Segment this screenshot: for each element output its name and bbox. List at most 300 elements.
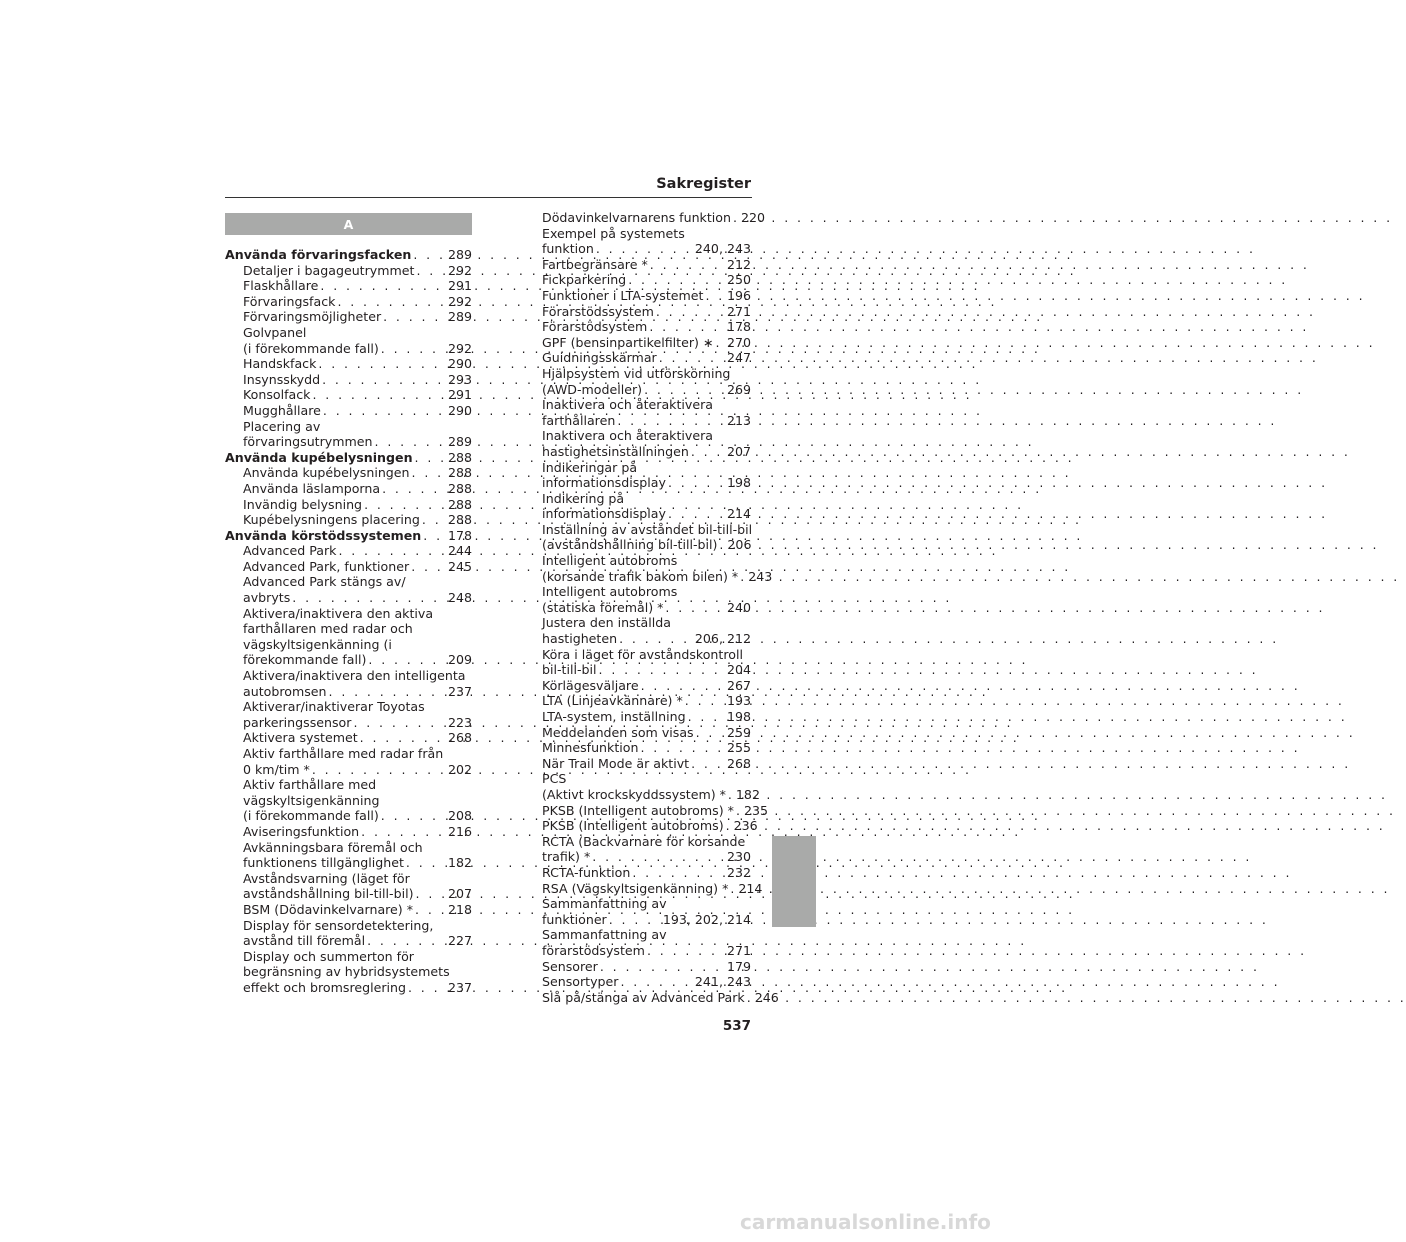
index-entry-term: BSM (Dödavinkelvarnare) * xyxy=(243,901,414,917)
index-entry-continuation: Intelligent autobroms xyxy=(542,584,678,600)
index-entry xyxy=(225,762,472,778)
index-entry-page: 179 xyxy=(726,958,751,974)
index-entry-page: 223 xyxy=(447,714,472,730)
index-entry-page: 227 xyxy=(447,933,472,949)
header-rule xyxy=(225,197,752,198)
index-entry-term: Slå på/stänga av Advanced Park xyxy=(542,989,745,1005)
index-entry-term: Använda kupébelysningen xyxy=(243,465,410,481)
dot-leader xyxy=(615,413,727,429)
index-entry-page: 292 xyxy=(447,340,472,356)
index-entry xyxy=(225,933,472,949)
dot-leader xyxy=(626,272,727,288)
index-entry xyxy=(225,372,472,388)
index-entry-page: 182 xyxy=(735,786,760,802)
index-entry-continuation: Display och summerton för xyxy=(243,948,414,964)
index-entry-term: effekt och bromsreglering xyxy=(243,979,406,995)
index-entry-term: parkeringssensor xyxy=(243,714,352,730)
dot-leader xyxy=(642,382,727,398)
index-entry xyxy=(225,902,472,918)
index-entry xyxy=(225,450,472,466)
section-letter: A xyxy=(343,216,354,232)
index-entry-term: Minnesfunktion xyxy=(542,740,639,756)
index-entry xyxy=(225,684,472,700)
index-entry-term: hastighetsinställningen xyxy=(542,443,689,459)
index-entry-page: 237 xyxy=(447,979,472,995)
dot-leader xyxy=(647,319,727,335)
index-entry-page: 237 xyxy=(447,683,472,699)
index-entry-term: PKSB (Intelligent autobroms) xyxy=(542,818,724,834)
index-entry-page: 202 xyxy=(447,761,472,777)
index-entry-term: (i förekommande fall) xyxy=(243,340,379,356)
index-entry xyxy=(524,709,751,725)
index-entry xyxy=(524,756,751,772)
index-entry-term: PKSB (Intelligent autobroms) * xyxy=(542,802,734,818)
dot-leader xyxy=(320,372,448,388)
index-entry-page: 289 xyxy=(447,247,472,262)
dot-leader xyxy=(745,990,755,1006)
index-entry-term: Handskfack xyxy=(243,356,317,372)
dot-leader xyxy=(731,210,741,226)
watermark-text: carmanualsonline.info xyxy=(740,1210,991,1234)
index-entry xyxy=(524,382,751,398)
index-entry-page: 232 xyxy=(726,864,751,880)
index-entry-continuation: Aktivera/inaktivera den intelligenta xyxy=(243,668,466,684)
dot-leader xyxy=(694,725,727,741)
index-entry-page: 209 xyxy=(447,652,472,668)
dot-leader xyxy=(351,715,448,731)
page-number: 537 xyxy=(722,1018,751,1034)
index-entry-term: förarstödsystem xyxy=(542,942,645,958)
index-entry-page: 193 xyxy=(726,693,751,709)
index-entry-continuation: vägskyltsigenkänning (i xyxy=(243,636,392,652)
index-entry-continuation: vägskyltsigenkänning xyxy=(243,792,380,808)
index-entry-page: 288 xyxy=(447,465,472,481)
index-entry xyxy=(225,278,472,294)
index-entry-term: RCTA-funktion xyxy=(542,864,631,880)
index-entry xyxy=(225,886,472,902)
index-entry xyxy=(524,413,751,429)
index-entry-term: Använda förvaringsfacken xyxy=(225,247,412,262)
dot-leader xyxy=(409,559,448,575)
index-entry-continuation: Aktiv farthållare med radar från xyxy=(243,746,444,761)
index-entry-page: 230 xyxy=(726,849,751,865)
dot-leader xyxy=(381,309,448,325)
index-entry-term: Förarstödssystem xyxy=(542,303,654,319)
index-entry-page: 236 xyxy=(733,818,758,834)
dot-leader xyxy=(321,403,448,419)
index-entry xyxy=(225,341,472,357)
index-entry-term: Använda kupébelysningen xyxy=(225,449,413,465)
dot-leader xyxy=(686,709,727,725)
dot-leader xyxy=(607,912,663,928)
index-entry-page: 288 xyxy=(447,496,472,512)
dot-leader xyxy=(318,278,448,294)
dot-leader xyxy=(663,600,727,616)
dot-leader xyxy=(379,808,448,824)
index-entry xyxy=(524,786,760,803)
index-entry xyxy=(225,263,472,279)
dot-leader xyxy=(411,247,448,263)
index-entry xyxy=(225,652,472,668)
index-entry-term: LTA-system, inställning xyxy=(542,709,686,724)
index-entry-continuation: PCS xyxy=(542,771,567,787)
index-entry-page: 196 xyxy=(726,287,751,303)
index-entry-page: 289 xyxy=(447,434,472,450)
index-entry-term: Insynsskydd xyxy=(243,371,321,387)
dot-leader xyxy=(618,974,694,990)
index-entry-term: (Aktivt krockskyddssystem) * xyxy=(542,786,726,802)
index-entry xyxy=(524,943,751,959)
page-header-title: Sakregister xyxy=(656,176,751,192)
index-entry xyxy=(524,818,758,834)
dot-leader xyxy=(359,824,448,840)
dot-leader xyxy=(379,341,448,357)
index-entry xyxy=(225,481,472,497)
index-entry-page: 198 xyxy=(726,475,751,491)
index-entry-term: Fartbegränsare * xyxy=(542,256,648,272)
index-entry-page: 246 xyxy=(754,989,779,1005)
index-entry-term: farthållaren xyxy=(542,412,616,428)
index-entry-term: (korsande trafik bakom bilen) * xyxy=(542,568,739,584)
dot-leader xyxy=(380,481,448,497)
index-entry-page: 271 xyxy=(726,942,751,958)
index-entry xyxy=(524,600,751,616)
index-entry xyxy=(524,912,751,928)
index-entry-page: 182 xyxy=(447,855,472,871)
dot-leader xyxy=(335,294,448,310)
dot-leader xyxy=(336,543,448,559)
index-entry-page: 271 xyxy=(726,303,751,319)
index-entry-page: 292 xyxy=(447,293,472,309)
index-entry xyxy=(225,543,472,559)
index-entry-term: Invändig belysning xyxy=(243,496,363,512)
index-entry xyxy=(524,974,751,990)
index-entry-page: 248 xyxy=(447,590,472,606)
index-entry-term: Advanced Park xyxy=(243,543,337,559)
index-entry-term: funktion xyxy=(542,241,594,257)
dot-leader xyxy=(327,684,448,700)
index-entry-page: 288 xyxy=(447,449,472,465)
index-entry-term: (AWD-modeller) xyxy=(542,381,643,397)
index-entry-continuation: Golvpanel xyxy=(243,324,307,340)
index-entry xyxy=(225,730,472,746)
index-entry xyxy=(225,808,472,824)
index-entry-term: Använda körstödssystemen xyxy=(225,527,422,543)
index-entry xyxy=(524,272,751,288)
index-entry-page: 241, 243 xyxy=(694,974,751,990)
dot-leader xyxy=(414,886,448,902)
dot-leader xyxy=(638,740,727,756)
index-entry-term: förekommande fall) xyxy=(243,652,367,668)
index-entry-page: 214 xyxy=(726,506,751,522)
index-entry xyxy=(524,725,751,741)
index-entry-page: 289 xyxy=(447,309,472,325)
dot-leader xyxy=(594,241,695,257)
index-entry-term: informationsdisplay xyxy=(542,475,666,491)
index-entry-term: Kupébelysningens placering xyxy=(243,512,420,528)
index-entry-continuation: Avståndsvarning (läget för xyxy=(243,870,410,886)
index-entry-page: 245 xyxy=(447,558,472,574)
index-entry-page: 290 xyxy=(447,356,472,372)
index-entry xyxy=(524,537,751,553)
dot-leader xyxy=(597,662,727,678)
index-entry xyxy=(524,989,779,1006)
index-entry xyxy=(524,444,751,460)
index-entry-continuation: Inaktivera och återaktivera xyxy=(542,397,713,413)
index-entry xyxy=(524,288,751,304)
index-column-right xyxy=(524,210,779,1005)
dot-leader xyxy=(413,450,448,466)
index-entry-term: informationsdisplay xyxy=(542,506,666,522)
index-entry xyxy=(225,824,472,840)
index-entry-term: Körlägesväljare xyxy=(542,677,639,693)
dot-leader xyxy=(689,444,727,460)
index-entry-term: Sensortyper xyxy=(542,974,619,990)
index-entry xyxy=(225,294,472,310)
index-entry-term: Funktioner i LTA-systemet xyxy=(542,287,704,303)
index-entry-term: Dödavinkelvarnarens funktion xyxy=(542,210,731,225)
dot-leader xyxy=(657,350,727,366)
index-entry-page: 247 xyxy=(726,350,751,366)
dot-leader xyxy=(421,528,448,544)
dot-leader xyxy=(365,933,448,949)
index-entry xyxy=(225,980,472,996)
index-entry-term: Sensorer xyxy=(542,958,598,974)
dot-leader xyxy=(654,304,727,320)
index-entry xyxy=(524,678,751,694)
index-entry-page: 214 xyxy=(738,880,763,896)
index-entry-continuation: Köra i läget för avståndskontroll xyxy=(542,646,743,662)
index-entry-term: trafik) * xyxy=(542,849,591,865)
dot-leader xyxy=(648,257,727,273)
index-entry-term: (statiska föremål) * xyxy=(542,599,664,615)
index-entry-continuation: Sammanfattning av xyxy=(542,896,667,912)
index-entry-continuation: Aktiverar/inaktiverar Toyotas xyxy=(243,699,425,715)
index-entry xyxy=(225,559,472,575)
index-entry-page: 292 xyxy=(447,262,472,278)
index-entry-term: funktioner xyxy=(542,911,607,927)
dot-leader xyxy=(639,678,727,694)
index-entry-term: 0 km/tim * xyxy=(243,761,310,777)
dot-leader xyxy=(598,959,727,975)
index-entry-page: 208 xyxy=(447,808,472,824)
dot-leader xyxy=(713,335,726,351)
index-entry xyxy=(225,590,472,606)
index-entry-page: 250 xyxy=(726,272,751,288)
index-entry-page: 288 xyxy=(447,480,472,496)
dot-leader xyxy=(666,506,727,522)
dot-leader xyxy=(362,497,448,513)
index-entry-term: Fickparkering xyxy=(542,272,627,288)
index-entry-term: Mugghållare xyxy=(243,402,321,418)
section-letter-band xyxy=(225,213,472,235)
index-entry xyxy=(524,506,751,522)
index-entry-page: 290 xyxy=(447,402,472,418)
index-entry-continuation: begränsning av hybridsystemets xyxy=(243,964,450,980)
index-entry xyxy=(225,434,472,450)
index-entry xyxy=(225,387,472,403)
dot-leader xyxy=(413,902,448,918)
index-entry-continuation: Inställning av avståndet bil-till-bil xyxy=(542,521,753,537)
index-entry-page: 178 xyxy=(447,527,472,543)
dot-leader xyxy=(728,881,738,897)
dot-leader xyxy=(666,475,727,491)
index-entry-term: GPF (bensinpartikelfilter) ∗ xyxy=(542,334,714,350)
index-entry xyxy=(225,247,472,263)
index-entry-term: autobromsen xyxy=(243,683,327,699)
dot-leader xyxy=(703,288,726,304)
dot-leader xyxy=(373,434,448,450)
dot-leader xyxy=(358,730,448,746)
index-entry-term: Använda läslamporna xyxy=(243,480,381,496)
index-entry-term: Aviseringsfunktion xyxy=(243,823,360,839)
dot-leader xyxy=(410,465,448,481)
dot-leader xyxy=(738,569,748,585)
index-entry-term: bil-till-bil xyxy=(542,662,597,678)
index-entry-term: RSA (Vägskyltsigenkänning) * xyxy=(542,880,729,896)
index-entry-page: 216 xyxy=(447,823,472,839)
index-entry-continuation: Aktiv farthållare med xyxy=(243,777,377,793)
index-entry-page: 207 xyxy=(447,886,472,902)
dot-leader xyxy=(689,756,727,772)
index-entry-page: 212 xyxy=(726,256,751,272)
index-entry-term: (avståndshållning bil-till-bil) xyxy=(542,537,718,553)
index-entry-page: 240 xyxy=(726,599,751,615)
index-entry-page: 270 xyxy=(726,334,751,350)
index-entry-page: 193, 202, 214 xyxy=(662,911,751,927)
index-entry-page: 235 xyxy=(743,802,768,818)
dot-leader xyxy=(420,512,448,528)
index-entry-term: avbryts xyxy=(243,590,291,606)
index-entry-continuation: Intelligent autobroms xyxy=(542,553,678,569)
index-entry xyxy=(524,475,751,491)
index-entry-page: 240, 243 xyxy=(694,241,751,257)
index-entry-page: 198 xyxy=(726,709,751,724)
dot-leader xyxy=(724,818,734,834)
index-entry xyxy=(524,568,773,585)
index-entry-term: Konsolfack xyxy=(243,387,311,403)
index-entry-continuation: Placering av xyxy=(243,418,321,434)
index-entry xyxy=(225,512,472,528)
dot-leader xyxy=(630,865,727,881)
index-entry xyxy=(225,715,472,731)
index-entry-continuation: Inaktivera och återaktivera xyxy=(542,428,713,444)
index-entry-continuation: Indikering på xyxy=(542,490,625,506)
dot-leader xyxy=(310,387,448,403)
index-entry-term: hastigheten xyxy=(542,631,618,647)
index-column-left xyxy=(225,247,472,996)
index-entry-term: Detaljer i bagageutrymmet xyxy=(243,262,415,278)
index-entry-term: Guidningsskärmar xyxy=(542,350,657,366)
index-entry xyxy=(524,210,766,226)
index-entry-term: (i förekommande fall) xyxy=(243,808,379,824)
dot-leader xyxy=(316,356,448,372)
index-entry xyxy=(524,849,751,865)
index-entry-continuation: Exempel på systemets xyxy=(542,225,685,241)
index-entry xyxy=(524,350,751,366)
index-entry-page: 220 xyxy=(740,210,766,225)
index-entry-page: 268 xyxy=(447,730,472,746)
index-entry xyxy=(524,241,751,257)
index-entry xyxy=(225,855,472,871)
index-entry xyxy=(524,319,751,335)
index-entry-page: 268 xyxy=(726,755,751,771)
index-entry-continuation: Display för sensordetektering, xyxy=(243,917,434,933)
index-entry-continuation: Avkänningsbara föremål och xyxy=(243,839,423,855)
index-entry-continuation: Advanced Park stängs av/ xyxy=(243,574,406,590)
index-entry-page: 218 xyxy=(447,901,472,917)
index-entry xyxy=(225,497,472,513)
index-entry-term: När Trail Mode är aktivt xyxy=(542,755,690,771)
index-entry xyxy=(524,880,763,897)
index-entry xyxy=(524,802,768,819)
index-entry xyxy=(524,865,751,881)
index-entry-term: avståndshållning bil-till-bil) xyxy=(243,886,414,902)
index-entry-page: 293 xyxy=(447,371,472,387)
index-entry-term: Advanced Park, funktioner xyxy=(243,558,410,574)
index-entry xyxy=(524,959,751,975)
index-entry-continuation: Justera den inställda xyxy=(542,615,671,631)
index-entry-page: 244 xyxy=(447,543,472,559)
index-entry-page: 267 xyxy=(726,677,751,693)
dot-leader xyxy=(734,803,744,819)
dot-leader xyxy=(290,590,448,606)
thumb-index-tab xyxy=(772,836,816,927)
index-entry xyxy=(524,662,751,678)
index-entry-page: 206, 212 xyxy=(694,631,751,647)
dot-leader xyxy=(366,652,448,668)
index-entry-continuation: farthållaren med radar och xyxy=(243,621,413,637)
index-entry-page: 291 xyxy=(447,387,472,403)
index-entry xyxy=(524,335,751,351)
index-entry xyxy=(225,356,472,372)
index-entry-term: LTA (Linjeavkännare) * xyxy=(542,693,683,709)
dot-leader xyxy=(406,980,448,996)
index-entry-page: 288 xyxy=(447,512,472,528)
index-entry-term: Aktivera systemet xyxy=(243,730,358,746)
index-entry-term: Förvaringsmöjligheter xyxy=(243,309,382,325)
index-entry-term: funktionens tillgänglighet xyxy=(243,855,404,871)
index-entry-term: förvaringsutrymmen xyxy=(243,434,373,450)
index-entry-page: 255 xyxy=(726,740,751,756)
index-entry-page: 291 xyxy=(447,278,472,294)
index-entry-page: 178 xyxy=(726,319,751,335)
index-entry xyxy=(225,528,472,544)
index-entry xyxy=(225,403,472,419)
index-entry-page: 204 xyxy=(726,662,751,678)
index-entry-term: Meddelanden som visas xyxy=(542,724,694,740)
dot-leader xyxy=(590,849,727,865)
index-entry-continuation: Indikeringar på xyxy=(542,459,638,475)
dot-leader xyxy=(726,787,736,803)
dot-leader xyxy=(645,943,727,959)
index-entry-page: 206 xyxy=(727,537,752,553)
dot-leader xyxy=(310,762,448,778)
dot-leader xyxy=(617,631,695,647)
index-entry-continuation: Hjälpsystem vid utförskörning xyxy=(542,365,731,381)
index-entry-page: 243 xyxy=(748,568,773,584)
index-entry xyxy=(524,693,751,709)
index-entry-continuation: Sammanfattning av xyxy=(542,927,667,943)
index-entry-term: Förarstödsystem xyxy=(542,319,648,335)
index-entry-term: Flaskhållare xyxy=(243,278,319,294)
index-entry-term: avstånd till föremål xyxy=(243,933,366,949)
index-entry-page: 207 xyxy=(726,443,751,459)
index-entry xyxy=(524,257,751,273)
index-entry-continuation: RCTA (Backvarnare för korsande xyxy=(542,833,746,849)
dot-leader xyxy=(717,537,727,553)
dot-leader xyxy=(683,693,727,709)
